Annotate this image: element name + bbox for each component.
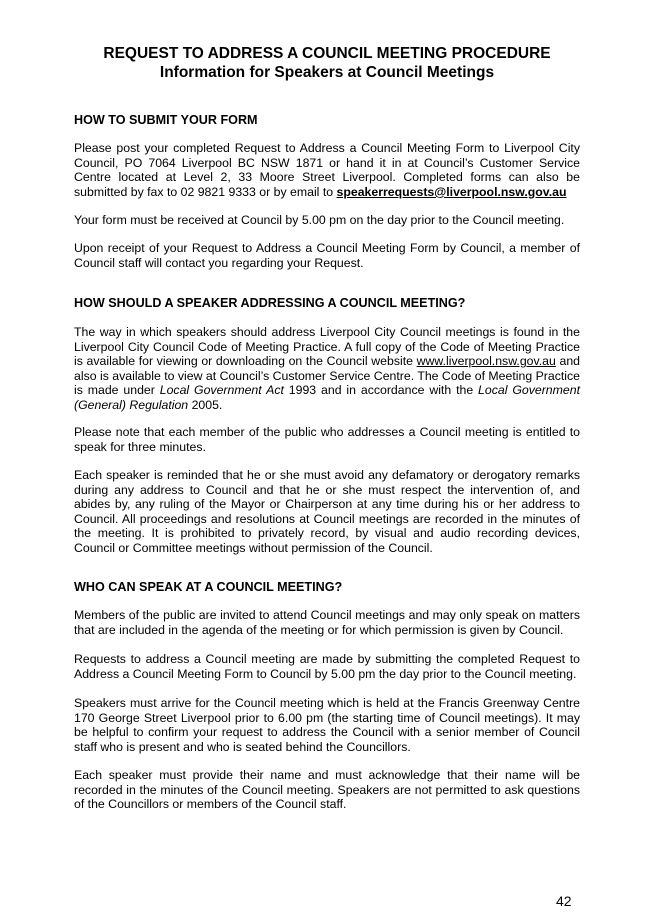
paragraph-requests: Requests to address a Council meeting are made by submitting the completed Request to Address a Council Meeting Form to Council by 5.00 pm the day prior to the Council meeting. [74, 652, 580, 681]
title-line-2: Information for Speakers at Council Meetings [159, 64, 495, 81]
paragraph-conduct: Each speaker is reminded that he or she must avoid any defamatory or derogatory remarks during any address to Council and that he or she must respect the intervention of, and abides by, any ruling of the Mayor or Chairperson at any time during his or her address to Council. All proceedings and resolutions at Council meetings are recorded in the minutes of the meeting. It is prohibited to privately record, by visual and audio recording devices, Council or Committee meetings without permission of the Council. [74, 468, 580, 555]
paragraph-code-of-practice: The way in which speakers should address Liverpool City Council meetings is found in the Liverpool City Council Code of Meeting Practice. A full copy of the Code of Meeting Practice is available for viewing or downloading on the Council website www.liverpool.nsw.gov.au and also is available to view at Council’s Customer Service Centre. The Code of Meeting Practice is made under Local Government Act 1993 and in accordance with the Local Government (General) Regulation 2005. [74, 325, 581, 412]
paragraph-name-recorded: Each speaker must provide their name and must acknowledge that their name will be recorded in the minutes of the Council meeting. Speakers are not permitted to ask questions of the Councillors or members of the Council staff. [74, 768, 580, 812]
paragraph-three-minutes: Please note that each member of the public who addresses a Council meeting is entitled to speak for three minutes. [74, 425, 580, 454]
speaker-requests-email-link[interactable]: speakerrequests@liverpool.nsw.gov.au [336, 184, 567, 199]
paragraph-members-of-public: Members of the public are invited to attend Council meetings and may only speak on matters that are included in the agenda of the meeting or for which permission is given by Council. [74, 608, 580, 637]
council-website-link[interactable]: www.liverpool.nsw.gov.au [416, 354, 556, 369]
document-title [64, 44, 590, 82]
title-line-1: REQUEST TO ADDRESS A COUNCIL MEETING PROCEDURE [103, 45, 551, 62]
paragraph-submit-instructions: Please post your completed Request to Address a Council Meeting Form to Liverpool City Council, PO 7064 Liverpool BC NSW 1871 or hand it in at Council’s Customer Service Centre located at Level 2, 33 Moore Street Liverpool. Completed forms can also be submitted by fax to 02 9821 9333 or by email to speakerrequests@liverpool.nsw.gov.au [74, 141, 580, 199]
regulation-name: Local Government (General) Regulation [74, 383, 580, 412]
section-heading-who-can-speak: WHO CAN SPEAK AT A COUNCIL MEETING? [74, 580, 343, 594]
paragraph-receipt: Upon receipt of your Request to Address a Council Meeting Form by Council, a member of Council staff will contact you regarding your Request. [74, 241, 580, 270]
section-heading-submit: HOW TO SUBMIT YOUR FORM [74, 113, 258, 127]
page-number: 42 [556, 893, 572, 909]
section-heading-how-to-address: HOW SHOULD A SPEAKER ADDRESSING A COUNCIL MEETING? [74, 296, 466, 310]
paragraph-arrival: Speakers must arrive for the Council meeting which is held at the Francis Greenway Centre 170 George Street Liverpool prior to 6.00 pm (the starting time of Council meetings). It may be helpful to confirm your request to address the Council with a senior member of Council staff who is present and who is seated behind the Councillors. [74, 696, 580, 754]
paragraph-deadline: Your form must be received at Council by 5.00 pm on the day prior to the Council meeting. [74, 213, 565, 227]
act-name: Local Government Act [159, 383, 284, 398]
